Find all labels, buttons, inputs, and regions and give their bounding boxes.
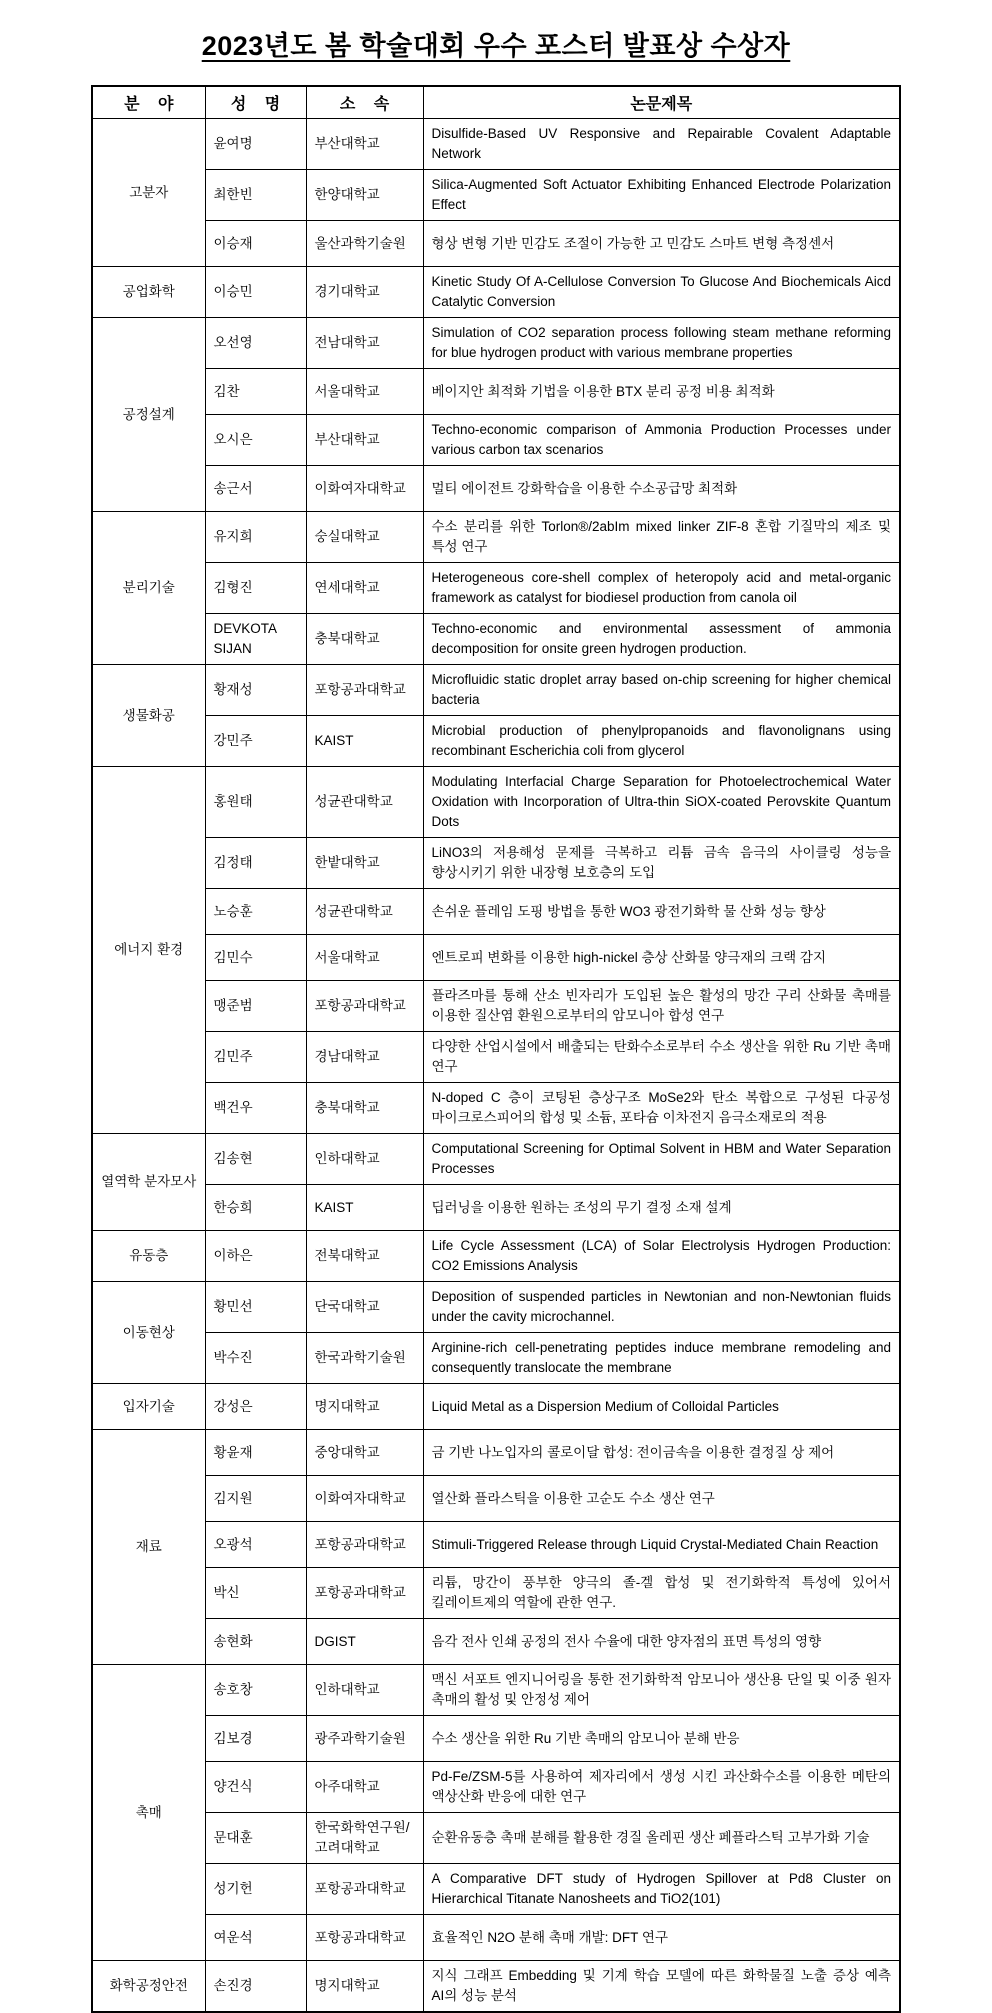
paper-cell: Modulating Interfacial Charge Separation for Photoelectrochemical Water Oxidation with Incorporation of Ultra-thin SiOX-coated Perovskite Quantum Dots: [423, 767, 900, 838]
name-cell: 손진경: [205, 1961, 306, 2013]
affil-cell: 충북대학교: [306, 1083, 423, 1134]
field-cell: 화학공정안전: [92, 1961, 205, 2013]
field-cell: 유동층: [92, 1231, 205, 1282]
table-row: [92, 1384, 900, 1430]
affil-cell: 이화여자대학교: [306, 466, 423, 512]
paper-cell: LiNO3의 저용해성 문제를 극복하고 리튬 금속 음극의 사이클링 성능을 향상시키기 위한 내장형 보호층의 도입: [423, 838, 900, 889]
table-body: [92, 119, 900, 2013]
table-row: [92, 981, 900, 1032]
affil-cell: 광주과학기술원: [306, 1716, 423, 1762]
name-cell: 양건식: [205, 1762, 306, 1813]
paper-cell: Kinetic Study Of A-Cellulose Conversion To Glucose And Biochemicals Aicd Catalytic Conversion: [423, 267, 900, 318]
affil-cell: 이화여자대학교: [306, 1476, 423, 1522]
name-cell: 여운석: [205, 1915, 306, 1961]
name-cell: 오선영: [205, 318, 306, 369]
table-row: [92, 1134, 900, 1185]
paper-cell: Techno-economic and environmental assessment of ammonia decomposition for onsite green hydrogen production.: [423, 614, 900, 665]
paper-cell: Stimuli-Triggered Release through Liquid Crystal-Mediated Chain Reaction: [423, 1522, 900, 1568]
table-row: [92, 1231, 900, 1282]
field-cell: 입자기술: [92, 1384, 205, 1430]
name-cell: 김정태: [205, 838, 306, 889]
affil-cell: 충북대학교: [306, 614, 423, 665]
field-cell: 이동현상: [92, 1282, 205, 1384]
paper-cell: Silica-Augmented Soft Actuator Exhibiting Enhanced Electrode Polarization Effect: [423, 170, 900, 221]
field-cell: 생물화공: [92, 665, 205, 767]
affil-cell: 한양대학교: [306, 170, 423, 221]
field-cell: 고분자: [92, 119, 205, 267]
table-row: [92, 267, 900, 318]
table-row: [92, 318, 900, 369]
name-cell: 오광석: [205, 1522, 306, 1568]
paper-cell: 다양한 산업시설에서 배출되는 탄화수소로부터 수소 생산을 위한 Ru 기반 촉매 연구: [423, 1032, 900, 1083]
name-cell: 박수진: [205, 1333, 306, 1384]
table-row: [92, 1716, 900, 1762]
table-row: [92, 665, 900, 716]
affil-cell: 한밭대학교: [306, 838, 423, 889]
name-cell: 맹준범: [205, 981, 306, 1032]
name-cell: 문대훈: [205, 1813, 306, 1864]
affil-cell: 단국대학교: [306, 1282, 423, 1333]
affil-cell: 서울대학교: [306, 369, 423, 415]
table-row: [92, 563, 900, 614]
table-row: [92, 512, 900, 563]
paper-cell: 음각 전사 인쇄 공정의 전사 수율에 대한 양자점의 표면 특성의 영향: [423, 1619, 900, 1665]
name-cell: DEVKOTA SIJAN: [205, 614, 306, 665]
paper-cell: A Comparative DFT study of Hydrogen Spillover at Pd8 Cluster on Hierarchical Titanate Nanosheets and TiO2(101): [423, 1864, 900, 1915]
affil-cell: 한국과학기술원: [306, 1333, 423, 1384]
paper-cell: 수소 분리를 위한 Torlon®/2abIm mixed linker ZIF-8 혼합 기질막의 제조 및 특성 연구: [423, 512, 900, 563]
awards-table: [91, 85, 901, 2013]
affil-cell: 포항공과대학교: [306, 1568, 423, 1619]
name-cell: 김민수: [205, 935, 306, 981]
paper-cell: Life Cycle Assessment (LCA) of Solar Electrolysis Hydrogen Production: CO2 Emissions Analysis: [423, 1231, 900, 1282]
name-cell: 황민선: [205, 1282, 306, 1333]
name-cell: 이승민: [205, 267, 306, 318]
table-row: [92, 1813, 900, 1864]
name-cell: 성기헌: [205, 1864, 306, 1915]
column-header: 논문제목: [423, 86, 900, 119]
name-cell: 김보경: [205, 1716, 306, 1762]
affil-cell: 경기대학교: [306, 267, 423, 318]
table-row: [92, 716, 900, 767]
table-row: [92, 1333, 900, 1384]
name-cell: 송근서: [205, 466, 306, 512]
name-cell: 홍원태: [205, 767, 306, 838]
name-cell: 송현화: [205, 1619, 306, 1665]
table-row: [92, 1032, 900, 1083]
page-title: 2023년도 봄 학술대회 우수 포스터 발표상 수상자: [201, 31, 791, 61]
field-cell: 공정설계: [92, 318, 205, 512]
affil-cell: 연세대학교: [306, 563, 423, 614]
table-row: [92, 1568, 900, 1619]
affil-cell: 울산과학기술원: [306, 221, 423, 267]
table-row: [92, 221, 900, 267]
affil-cell: 성균관대학교: [306, 767, 423, 838]
paper-cell: 금 기반 나노입자의 콜로이달 합성: 전이금속을 이용한 결정질 상 제어: [423, 1430, 900, 1476]
table-row: [92, 1961, 900, 2013]
affil-cell: 포항공과대학교: [306, 1915, 423, 1961]
affil-cell: 중앙대학교: [306, 1430, 423, 1476]
table-row: [92, 119, 900, 170]
affil-cell: KAIST: [306, 716, 423, 767]
name-cell: 김민주: [205, 1032, 306, 1083]
paper-cell: 맥신 서포트 엔지니어링을 통한 전기화학적 암모니아 생산용 단일 및 이중 원자 촉매의 활성 및 안정성 제어: [423, 1665, 900, 1716]
name-cell: 강민주: [205, 716, 306, 767]
field-cell: 열역학 분자모사: [92, 1134, 205, 1231]
affil-cell: 경남대학교: [306, 1032, 423, 1083]
table-row: [92, 170, 900, 221]
paper-cell: 플라즈마를 통해 산소 빈자리가 도입된 높은 활성의 망간 구리 산화물 촉매를 이용한 질산염 환원으로부터의 암모니아 합성 연구: [423, 981, 900, 1032]
affil-cell: 포항공과대학교: [306, 1522, 423, 1568]
field-cell: 에너지 환경: [92, 767, 205, 1134]
name-cell: 강성은: [205, 1384, 306, 1430]
affil-cell: 인하대학교: [306, 1134, 423, 1185]
paper-cell: 열산화 플라스틱을 이용한 고순도 수소 생산 연구: [423, 1476, 900, 1522]
affil-cell: 부산대학교: [306, 415, 423, 466]
table-row: [92, 1522, 900, 1568]
affil-cell: 포항공과대학교: [306, 1864, 423, 1915]
table-row: [92, 838, 900, 889]
affil-cell: 숭실대학교: [306, 512, 423, 563]
paper-cell: 손쉬운 플레임 도핑 방법을 통한 WO3 광전기화학 물 산화 성능 향상: [423, 889, 900, 935]
name-cell: 유지희: [205, 512, 306, 563]
header-row: [92, 86, 900, 119]
name-cell: 황재성: [205, 665, 306, 716]
affil-cell: 인하대학교: [306, 1665, 423, 1716]
table-row: [92, 466, 900, 512]
paper-cell: 베이지안 최적화 기법을 이용한 BTX 분리 공정 비용 최적화: [423, 369, 900, 415]
table-row: [92, 1665, 900, 1716]
paper-cell: Liquid Metal as a Dispersion Medium of Colloidal Particles: [423, 1384, 900, 1430]
paper-cell: 지식 그래프 Embedding 및 기계 학습 모델에 따른 화학물질 노출 증상 예측 AI의 성능 분석: [423, 1961, 900, 2013]
paper-cell: Computational Screening for Optimal Solvent in HBM and Water Separation Processes: [423, 1134, 900, 1185]
name-cell: 한승희: [205, 1185, 306, 1231]
table-row: [92, 1864, 900, 1915]
paper-cell: 형상 변형 기반 민감도 조절이 가능한 고 민감도 스마트 변형 측정센서: [423, 221, 900, 267]
name-cell: 백건우: [205, 1083, 306, 1134]
affil-cell: 명지대학교: [306, 1384, 423, 1430]
name-cell: 노승훈: [205, 889, 306, 935]
name-cell: 송호창: [205, 1665, 306, 1716]
affil-cell: 성균관대학교: [306, 889, 423, 935]
table-row: [92, 369, 900, 415]
name-cell: 김찬: [205, 369, 306, 415]
affil-cell: 전북대학교: [306, 1231, 423, 1282]
paper-cell: Arginine-rich cell-penetrating peptides induce membrane remodeling and consequently translocate the membrane: [423, 1333, 900, 1384]
affil-cell: KAIST: [306, 1185, 423, 1231]
table-row: [92, 1915, 900, 1961]
affil-cell: 부산대학교: [306, 119, 423, 170]
column-header: 분 야: [92, 86, 205, 119]
table-row: [92, 935, 900, 981]
name-cell: 김송현: [205, 1134, 306, 1185]
paper-cell: 엔트로피 변화를 이용한 high-nickel 층상 산화물 양극재의 크랙 감지: [423, 935, 900, 981]
paper-cell: 리튬, 망간이 풍부한 양극의 졸-겔 합성 및 전기화학적 특성에 있어서 킬레이트제의 역할에 관한 연구.: [423, 1568, 900, 1619]
affil-cell: 서울대학교: [306, 935, 423, 981]
paper-cell: Heterogeneous core-shell complex of heteropoly acid and metal-organic framework as catalyst for biodiesel production from canola oil: [423, 563, 900, 614]
name-cell: 황윤재: [205, 1430, 306, 1476]
field-cell: 분리기술: [92, 512, 205, 665]
name-cell: 최한빈: [205, 170, 306, 221]
table-row: [92, 889, 900, 935]
table-row: [92, 1762, 900, 1813]
paper-cell: 효율적인 N2O 분해 촉매 개발: DFT 연구: [423, 1915, 900, 1961]
paper-cell: Microfluidic static droplet array based on-chip screening for higher chemical bacteria: [423, 665, 900, 716]
affil-cell: 한국화학연구원/고려대학교: [306, 1813, 423, 1864]
table-header: [92, 86, 900, 119]
column-header: 성 명: [205, 86, 306, 119]
name-cell: 이하은: [205, 1231, 306, 1282]
affil-cell: 포항공과대학교: [306, 665, 423, 716]
paper-cell: Pd-Fe/ZSM-5를 사용하여 제자리에서 생성 시킨 과산화수소를 이용한 메탄의 액상산화 반응에 대한 연구: [423, 1762, 900, 1813]
name-cell: 오시은: [205, 415, 306, 466]
affil-cell: 명지대학교: [306, 1961, 423, 2013]
paper-cell: Deposition of suspended particles in Newtonian and non-Newtonian fluids under the cavity microchannel.: [423, 1282, 900, 1333]
name-cell: 김형진: [205, 563, 306, 614]
table-row: [92, 1282, 900, 1333]
affil-cell: 포항공과대학교: [306, 981, 423, 1032]
affil-cell: DGIST: [306, 1619, 423, 1665]
paper-cell: Disulfide-Based UV Responsive and Repairable Covalent Adaptable Network: [423, 119, 900, 170]
field-cell: 공업화학: [92, 267, 205, 318]
table-row: [92, 767, 900, 838]
table-row: [92, 1476, 900, 1522]
paper-cell: Simulation of CO2 separation process following steam methane reforming for blue hydrogen product with various membrane properties: [423, 318, 900, 369]
table-row: [92, 415, 900, 466]
table-row: [92, 614, 900, 665]
name-cell: 김지원: [205, 1476, 306, 1522]
table-row: [92, 1083, 900, 1134]
table-row: [92, 1430, 900, 1476]
paper-cell: 딥러닝을 이용한 원하는 조성의 무기 결정 소재 설계: [423, 1185, 900, 1231]
paper-cell: N-doped C 층이 코팅된 층상구조 MoSe2와 탄소 복합으로 구성된 다공성 마이크로스피어의 합성 및 소듐, 포타슘 이차전지 음극소재로의 적용: [423, 1083, 900, 1134]
paper-cell: 수소 생산을 위한 Ru 기반 촉매의 암모니아 분해 반응: [423, 1716, 900, 1762]
name-cell: 박신: [205, 1568, 306, 1619]
table-row: [92, 1619, 900, 1665]
paper-cell: Techno-economic comparison of Ammonia Production Processes under various carbon tax scenarios: [423, 415, 900, 466]
affil-cell: 아주대학교: [306, 1762, 423, 1813]
column-header: 소 속: [306, 86, 423, 119]
paper-cell: 순환유동층 촉매 분해를 활용한 경질 올레핀 생산 페플라스틱 고부가화 기술: [423, 1813, 900, 1864]
paper-cell: Microbial production of phenylpropanoids and flavonolignans using recombinant Escherichia coli from glycerol: [423, 716, 900, 767]
field-cell: 재료: [92, 1430, 205, 1665]
paper-cell: 멀티 에이전트 강화학습을 이용한 수소공급망 최적화: [423, 466, 900, 512]
table-row: [92, 1185, 900, 1231]
affil-cell: 전남대학교: [306, 318, 423, 369]
name-cell: 이승재: [205, 221, 306, 267]
name-cell: 윤여명: [205, 119, 306, 170]
field-cell: 촉매: [92, 1665, 205, 1961]
